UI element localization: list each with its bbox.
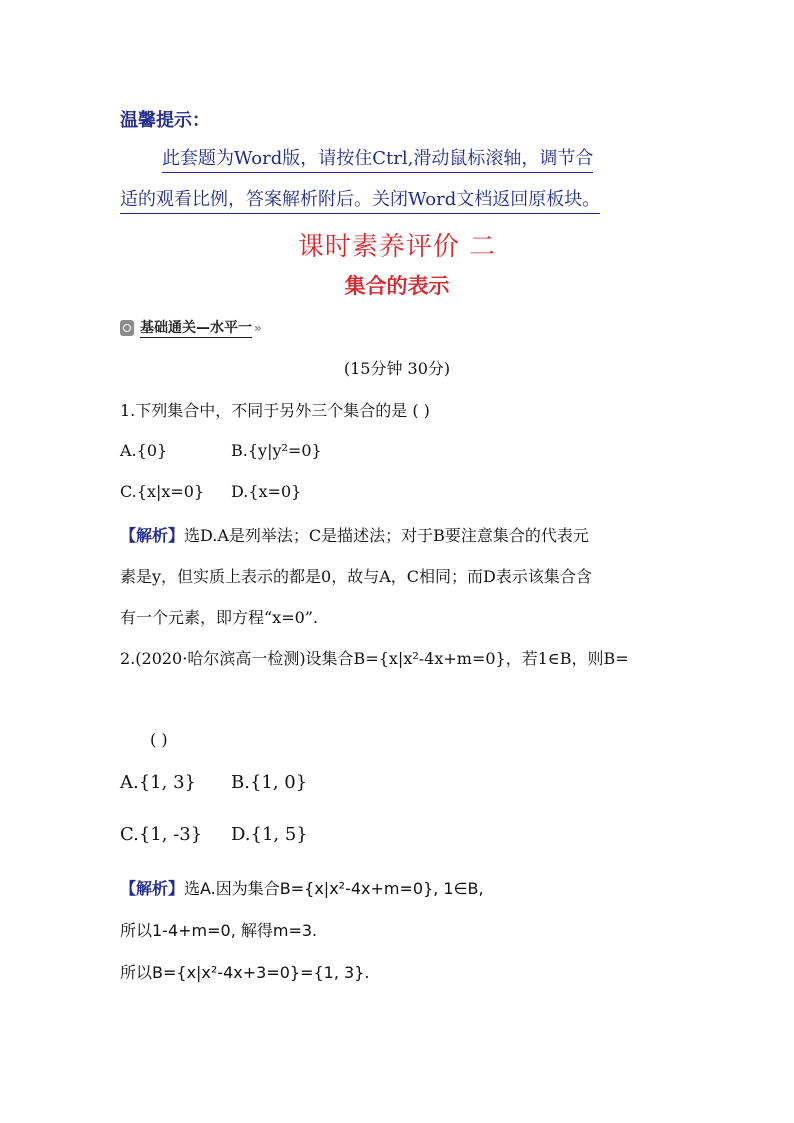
q1-analysis-line-3: 有一个元素，即方程“x=0”. [120,608,319,627]
q1-option-d: D.{x=0} [231,482,302,501]
q1-analysis-line-1 [120,523,589,546]
page-title: 课时素养评价 二 [297,232,497,262]
q1-analysis-line-2: 素是y，但实质上表示的都是0，故与A，C相同；而D表示该集合含 [120,567,592,586]
q1-analysis-text-1: 选D.A是列举法；C是描述法；对于B要注意集合的代表元 [184,526,589,545]
q1-stem: 1.下列集合中，不同于另外三个集合的是 ( ) [120,401,430,420]
q1-option-b: B.{y|y²=0} [231,441,322,460]
q2-analysis-tag: 【解析】 [120,879,185,898]
tip-line-2: 适的观看比例，答案解析附后。关闭Word文档返回原板块。 [120,187,600,214]
page-subtitle: 集合的表示 [344,273,450,298]
q2-analysis-line-2: 所以1-4+m=0, 解得m=3. [120,921,318,940]
lightbulb-icon [120,320,134,336]
section-label: 基础通关—水平一 [140,317,252,338]
q2-option-c: C.{1, -3} [120,824,203,845]
q2-option-d: D.{1, 5} [231,824,308,845]
q2-analysis-text-1: 选A.因为集合B={x|x²-4x+m=0}, 1∈B, [184,879,484,898]
q2-option-b: B.{1, 0} [231,772,308,793]
q2-paren: ( ) [150,730,168,749]
q1-option-c: C.{x|x=0} [120,482,205,501]
q2-analysis-line-3: 所以B={x|x²-4x+3=0}={1, 3}. [120,963,370,982]
chevron-right-icon: » [254,320,262,335]
tip-title: 温馨提示： [120,110,210,131]
section-header [120,317,262,338]
time-note: (15分钟 30分) [343,359,451,378]
tip-line-1: 此套题为Word版，请按住Ctrl,滑动鼠标滚轴，调节合 [162,146,593,173]
q2-analysis-line-1 [120,876,484,899]
q1-analysis-tag: 【解析】 [120,526,185,545]
q2-option-a: A.{1, 3} [120,772,196,793]
q2-stem: 2.(2020·哈尔滨高一检测)设集合B={x|x²-4x+m=0}，若1∈B，则B= [120,649,629,668]
q1-option-a: A.{0} [120,441,168,460]
